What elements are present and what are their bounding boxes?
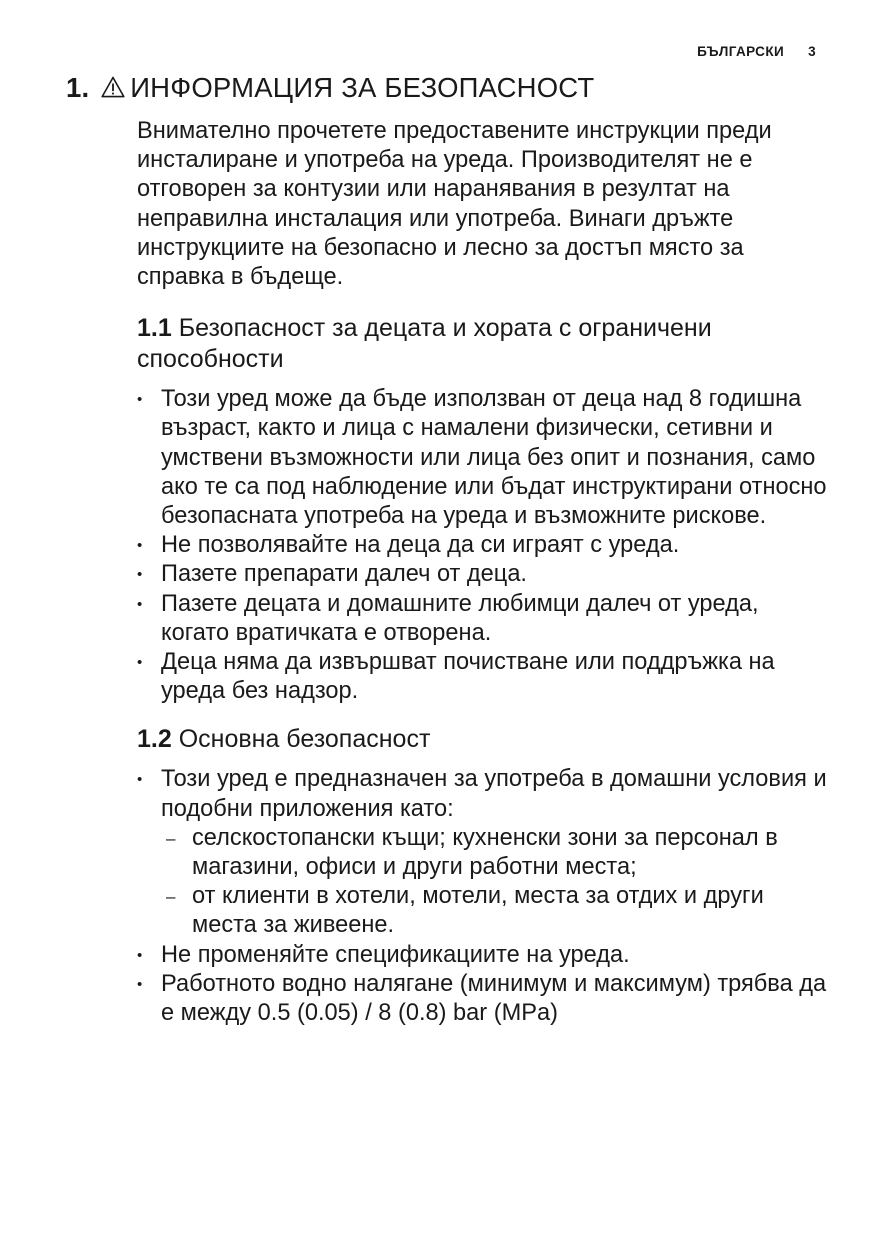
- content: [137, 117, 827, 1028]
- sub-list-item: – селскостопански къщи; кухненски зони за персонал в магазини, офиси и други работни места;: [161, 824, 827, 882]
- subsection-number: 1.1: [137, 314, 172, 343]
- children-safety-list: [137, 385, 827, 706]
- subsection-title: Безопасност за децата и хората с ограничени способности: [137, 314, 712, 374]
- warning-triangle-icon: [101, 76, 125, 98]
- section-title-text: ИНФОРМАЦИЯ ЗА БЕЗОПАСНОСТ: [130, 72, 595, 103]
- subsection-heading-children: [137, 313, 827, 375]
- list-item: • Този уред може да бъде използван от деца над 8 годишна възраст, както и лица с намалени физически, сетивни и умствени възможности или лица без опит и познания, само ако те са под наблюдение или бъдат инструктирани относно безопасната употреба на уреда и възможните рискове.: [137, 385, 827, 531]
- page-number: 3: [808, 44, 816, 59]
- list-item: • Пазете препарати далеч от деца.: [137, 560, 827, 589]
- list-item-text: Този уред е предназначен за употреба в домашни условия и подобни приложения като:: [161, 766, 827, 822]
- list-item: • Не позволявайте на деца да си играят с уреда.: [137, 531, 827, 560]
- subsection-heading-general: [137, 724, 827, 755]
- intro-paragraph: Внимателно прочетете предоставените инструкции преди инсталиране и употреба на уреда. Производителят не е отговорен за контузии или наранявания в резултат на неправилна инсталация или употреба. Винаги дръжте инструкциите на безопасно и лесно за достъп място за справка в бъдеще.: [137, 118, 772, 291]
- page-header: [697, 44, 816, 59]
- section-title: [66, 72, 594, 104]
- subsection-number: 1.2: [137, 725, 172, 754]
- list-item: • Не променяйте спецификациите на уреда.: [137, 941, 827, 970]
- list-item: • Деца няма да извършват почистване или поддръжка на уреда без надзор.: [137, 648, 827, 706]
- list-item: • Пазете децата и домашните любимци далеч от уреда, когато вратичката е отворена.: [137, 590, 827, 648]
- sub-list-item: – от клиенти в хотели, мотели, места за отдих и други места за живеене.: [161, 882, 827, 940]
- list-item: • Работното водно налягане (минимум и максимум) трябва да е между 0.5 (0.05) / 8 (0.8) bar (MPa): [137, 970, 827, 1028]
- subsection-title: Основна безопасност: [178, 725, 431, 754]
- header-language: БЪЛГАРСКИ: [697, 44, 785, 59]
- general-safety-list: [137, 765, 827, 1028]
- list-item: [137, 765, 827, 940]
- section-number: 1.: [66, 72, 90, 103]
- sub-list: [161, 824, 827, 941]
